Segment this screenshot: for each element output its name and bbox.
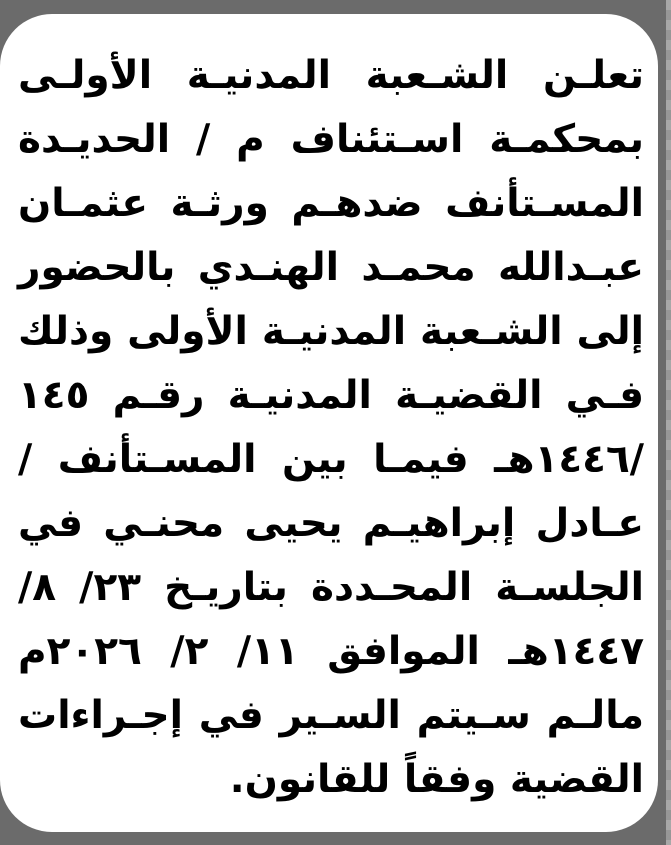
notice-line: الجلسـة المحـددة بتاريـخ ٢٣/ ٨/ xyxy=(18,565,645,610)
notice-line: مالـم سـيتم السـير في إجـراءات xyxy=(18,693,644,738)
notice-line: عبـدالله محمـد الهنـدي بالحضور xyxy=(18,245,644,290)
page-edge-strip xyxy=(666,0,671,845)
notice-line: المسـتأنف ضدهـم ورثـة عثمـان xyxy=(18,181,644,226)
notice-line: عـادل إبراهيـم يحيى محنـي في xyxy=(18,501,644,546)
notice-line-final: القضية وفقاً للقانون. xyxy=(229,757,644,802)
notice-line: إلى الشـعبة المدنيـة الأولى وذلك xyxy=(18,309,644,354)
notice-line: تعلـن الشـعبة المدنيـة الأولـى xyxy=(18,53,644,98)
notice-card xyxy=(0,14,658,832)
notice-line: /١٤٤٦هـ فيمـا بين المسـتأنف / xyxy=(18,437,644,482)
notice-line: بمحكمـة اسـتئناف م / الحديـدة xyxy=(18,117,644,162)
notice-line: فـي القضيـة المدنيـة رقـم ١٤٥ xyxy=(18,373,644,418)
notice-line: ١٤٤٧هـ الموافق ١١/ ٢/ ٢٠٢٦م xyxy=(18,629,644,674)
